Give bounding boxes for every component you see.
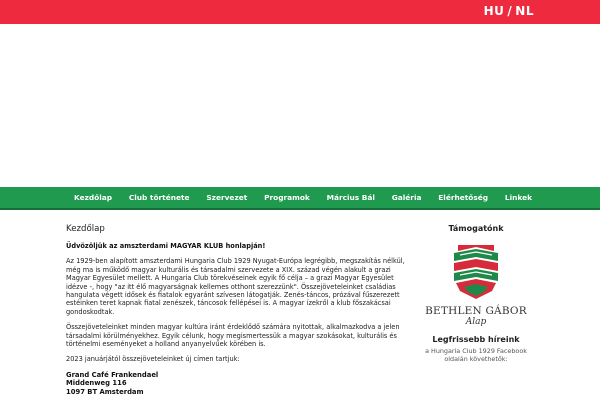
main-nav bbox=[0, 187, 600, 210]
sidebar bbox=[420, 224, 532, 363]
lang-nl-link[interactable]: NL bbox=[515, 4, 534, 18]
new-address-intro: 2023 januárjától összejöveteleinket új címen tartjuk: bbox=[66, 355, 240, 364]
news-text-line-2: oldalán követhetők: bbox=[444, 355, 508, 363]
welcome-text: Üdvözöljük az amszterdami MAGYAR KLUB honlapján! bbox=[66, 242, 266, 250]
nav-item-links[interactable]: Linkek bbox=[504, 193, 533, 202]
nav-item-gallery[interactable]: Galéria bbox=[391, 193, 422, 202]
top-bar bbox=[0, 0, 600, 24]
news-text-line-1: a Hungaria Club 1929 Facebook bbox=[425, 347, 527, 355]
openness-paragraph: Összejöveteleinket minden magyar kultúra iránt érdeklődő számára nyitottak, alkalmazkodva a jelen társadalmi körülményekhez. Egyik célunk, hogy megismertessük a magyar szokásokat, kulturális és történelmi eseményeket a holland anyanyelvűek körében is. bbox=[66, 323, 400, 349]
news-heading: Legfrissebb híreink bbox=[432, 335, 520, 344]
address-line-venue: Grand Café Frankendael bbox=[66, 370, 159, 379]
nav-item-home[interactable]: Kezdőlap bbox=[73, 193, 113, 202]
shield-logo-icon bbox=[420, 241, 532, 303]
nav-item-club-history[interactable]: Club története bbox=[128, 193, 190, 202]
bethlen-gabor-logo bbox=[420, 241, 532, 303]
nav-item-march-ball[interactable]: Március Bál bbox=[326, 193, 375, 202]
main-content bbox=[66, 224, 408, 396]
nav-item-contact[interactable]: Elérhetőség bbox=[438, 193, 489, 202]
lang-separator: / bbox=[507, 4, 513, 18]
logo-name: BETHLEN GÁBOR bbox=[425, 305, 527, 317]
nav-item-organization[interactable]: Szervezet bbox=[206, 193, 248, 202]
page-title: Kezdőlap bbox=[66, 224, 105, 234]
logo-subtitle: Alap bbox=[465, 317, 487, 327]
address-line-street: Middenweg 116 bbox=[66, 379, 127, 388]
header-banner bbox=[0, 24, 600, 187]
supporters-heading: Támogatónk bbox=[448, 224, 504, 233]
nav-item-programs[interactable]: Programok bbox=[264, 193, 310, 202]
address-line-city: 1097 BT Amsterdam bbox=[66, 387, 144, 396]
lang-hu-link[interactable]: HU bbox=[483, 4, 505, 18]
bethlen-gabor-logo-link[interactable] bbox=[420, 241, 532, 327]
address-block bbox=[66, 371, 408, 396]
language-switcher bbox=[484, 4, 534, 18]
intro-paragraph: Az 1929-ben alapított amszterdami Hungaria Club 1929 Nyugat-Európa legrégibb, megszakítás nélkül, még ma is működő magyar kulturális és társadalmi szervezete a XIX. század végén alakult a grazi Magyar Egyesület mellett. A Hungaria Club törekvéseinek egyik fő célja – a grazi Magyar Egyesület idézve -, hogy "az itt élő magyarságnak kellemes otthont szerezzünk". Összejöveteleinket családias hangulata végett idősek és fiatalok egyaránt szívesen látogatják. Zenés-táncos, prózával fűszerezett estéinken teret kapnak fiatal zenészek, táncosok fellépései is. A magyar ízekről a klub főszakácsai gondoskodtak. bbox=[66, 257, 405, 316]
